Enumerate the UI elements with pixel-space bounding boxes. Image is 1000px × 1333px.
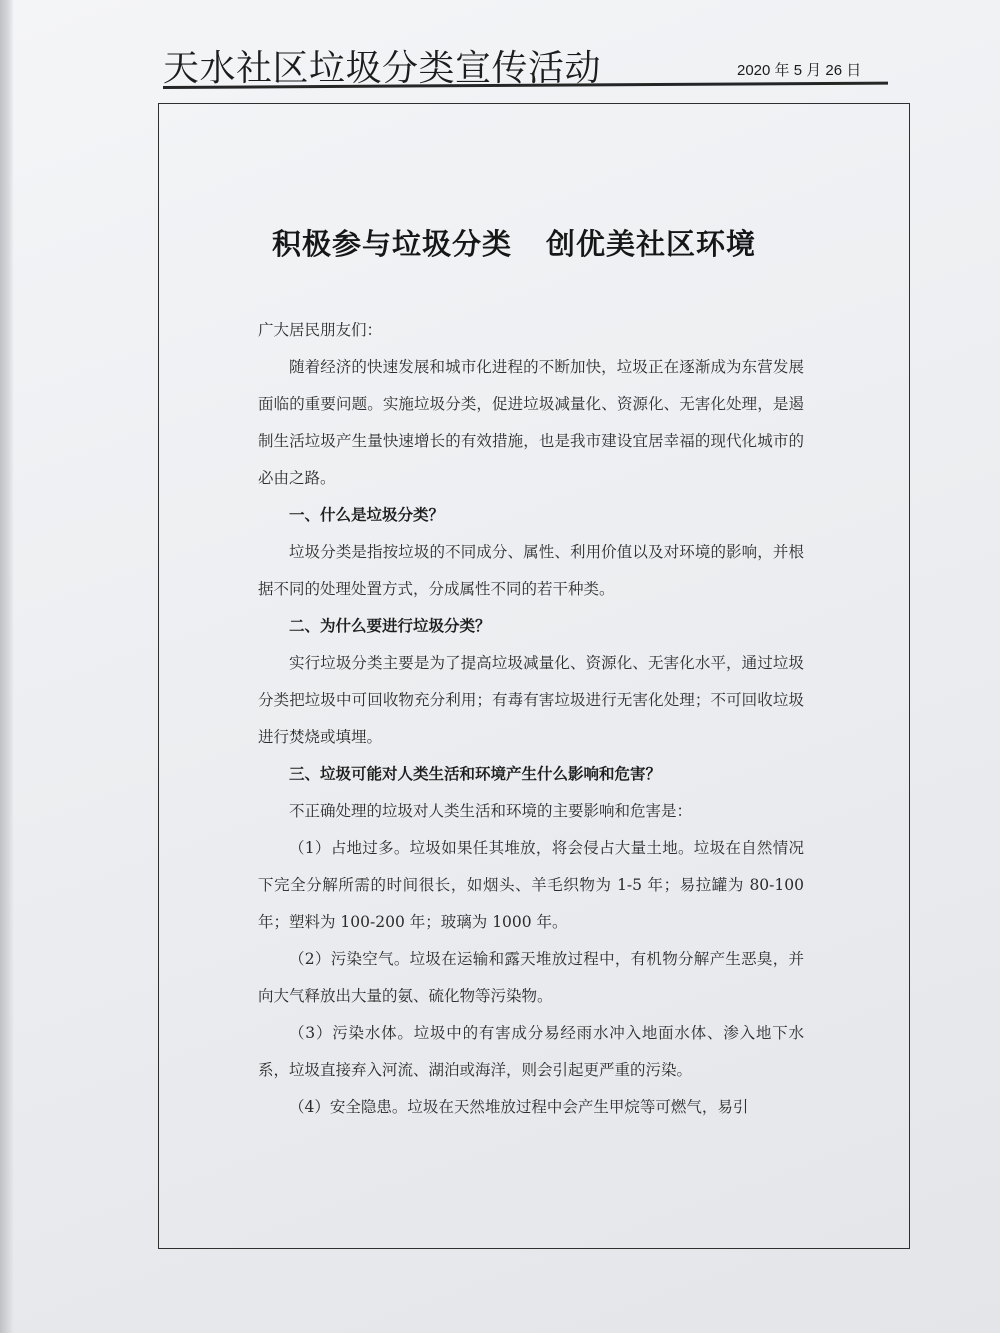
question-2-body: 实行垃圾分类主要是为了提高垃圾减量化、资源化、无害化水平，通过垃圾分类把垃圾中可回收物充分利用；有毒有害垃圾进行无害化处理；不可回收垃圾进行焚烧或填埋。 xyxy=(258,654,804,746)
hazard-point-2: （2）污染空气。垃圾在运输和露天堆放过程中，有机物分解产生恶臭，并向大气释放出大量的氨、硫化物等污染物。 xyxy=(258,950,804,1005)
hazard-point-3: （3）污染水体。垃圾中的有害成分易经雨水冲入地面水体、渗入地下水系，垃圾直接弃入河流、湖泊或海洋，则会引起更严重的污染。 xyxy=(258,1024,804,1079)
event-title: 天水社区垃圾分类宣传活动 xyxy=(163,48,602,89)
document-heading xyxy=(272,222,756,263)
question-1-body: 垃圾分类是指按垃圾的不同成分、属性、利用价值以及对环境的影响，并根据不同的处理处置方式，分成属性不同的若干种类。 xyxy=(258,543,804,598)
heading-part-1: 积极参与垃圾分类 xyxy=(272,227,513,261)
paper-edge-shadow xyxy=(0,0,14,1333)
heading-part-2: 创优美社区环境 xyxy=(546,227,757,261)
hazard-point-1: （1）占地过多。垃圾如果任其堆放，将会侵占大量土地。垃圾在自然情况下完全分解所需的时间很长，如烟头、羊毛织物为 1-5 年；易拉罐为 80-100 年；塑料为 100-200 年；玻璃为 1000 年。 xyxy=(258,839,804,931)
question-2-heading: 二、为什么要进行垃圾分类？ xyxy=(289,617,491,635)
salutation: 广大居民朋友们： xyxy=(258,321,383,339)
hazard-point-4: （4）安全隐患。垃圾在天然堆放过程中会产生甲烷等可燃气，易引 xyxy=(289,1098,749,1116)
intro-paragraph: 随着经济的快速发展和城市化进程的不断加快，垃圾正在逐渐成为东营发展面临的重要问题。实施垃圾分类，促进垃圾减量化、资源化、无害化处理，是遏制生活垃圾产生量快速增长的有效措施，也是我市建设宜居幸福的现代化城市的必由之路。 xyxy=(258,358,804,487)
question-3-heading: 三、垃圾可能对人类生活和环境产生什么影响和危害？ xyxy=(289,765,662,783)
event-date: 2020 年 5 月 26 日 xyxy=(737,62,862,79)
question-3-intro: 不正确处理的垃圾对人类生活和环境的主要影响和危害是： xyxy=(289,802,693,820)
question-1-heading: 一、什么是垃圾分类？ xyxy=(289,506,445,524)
document-body xyxy=(258,312,804,1126)
